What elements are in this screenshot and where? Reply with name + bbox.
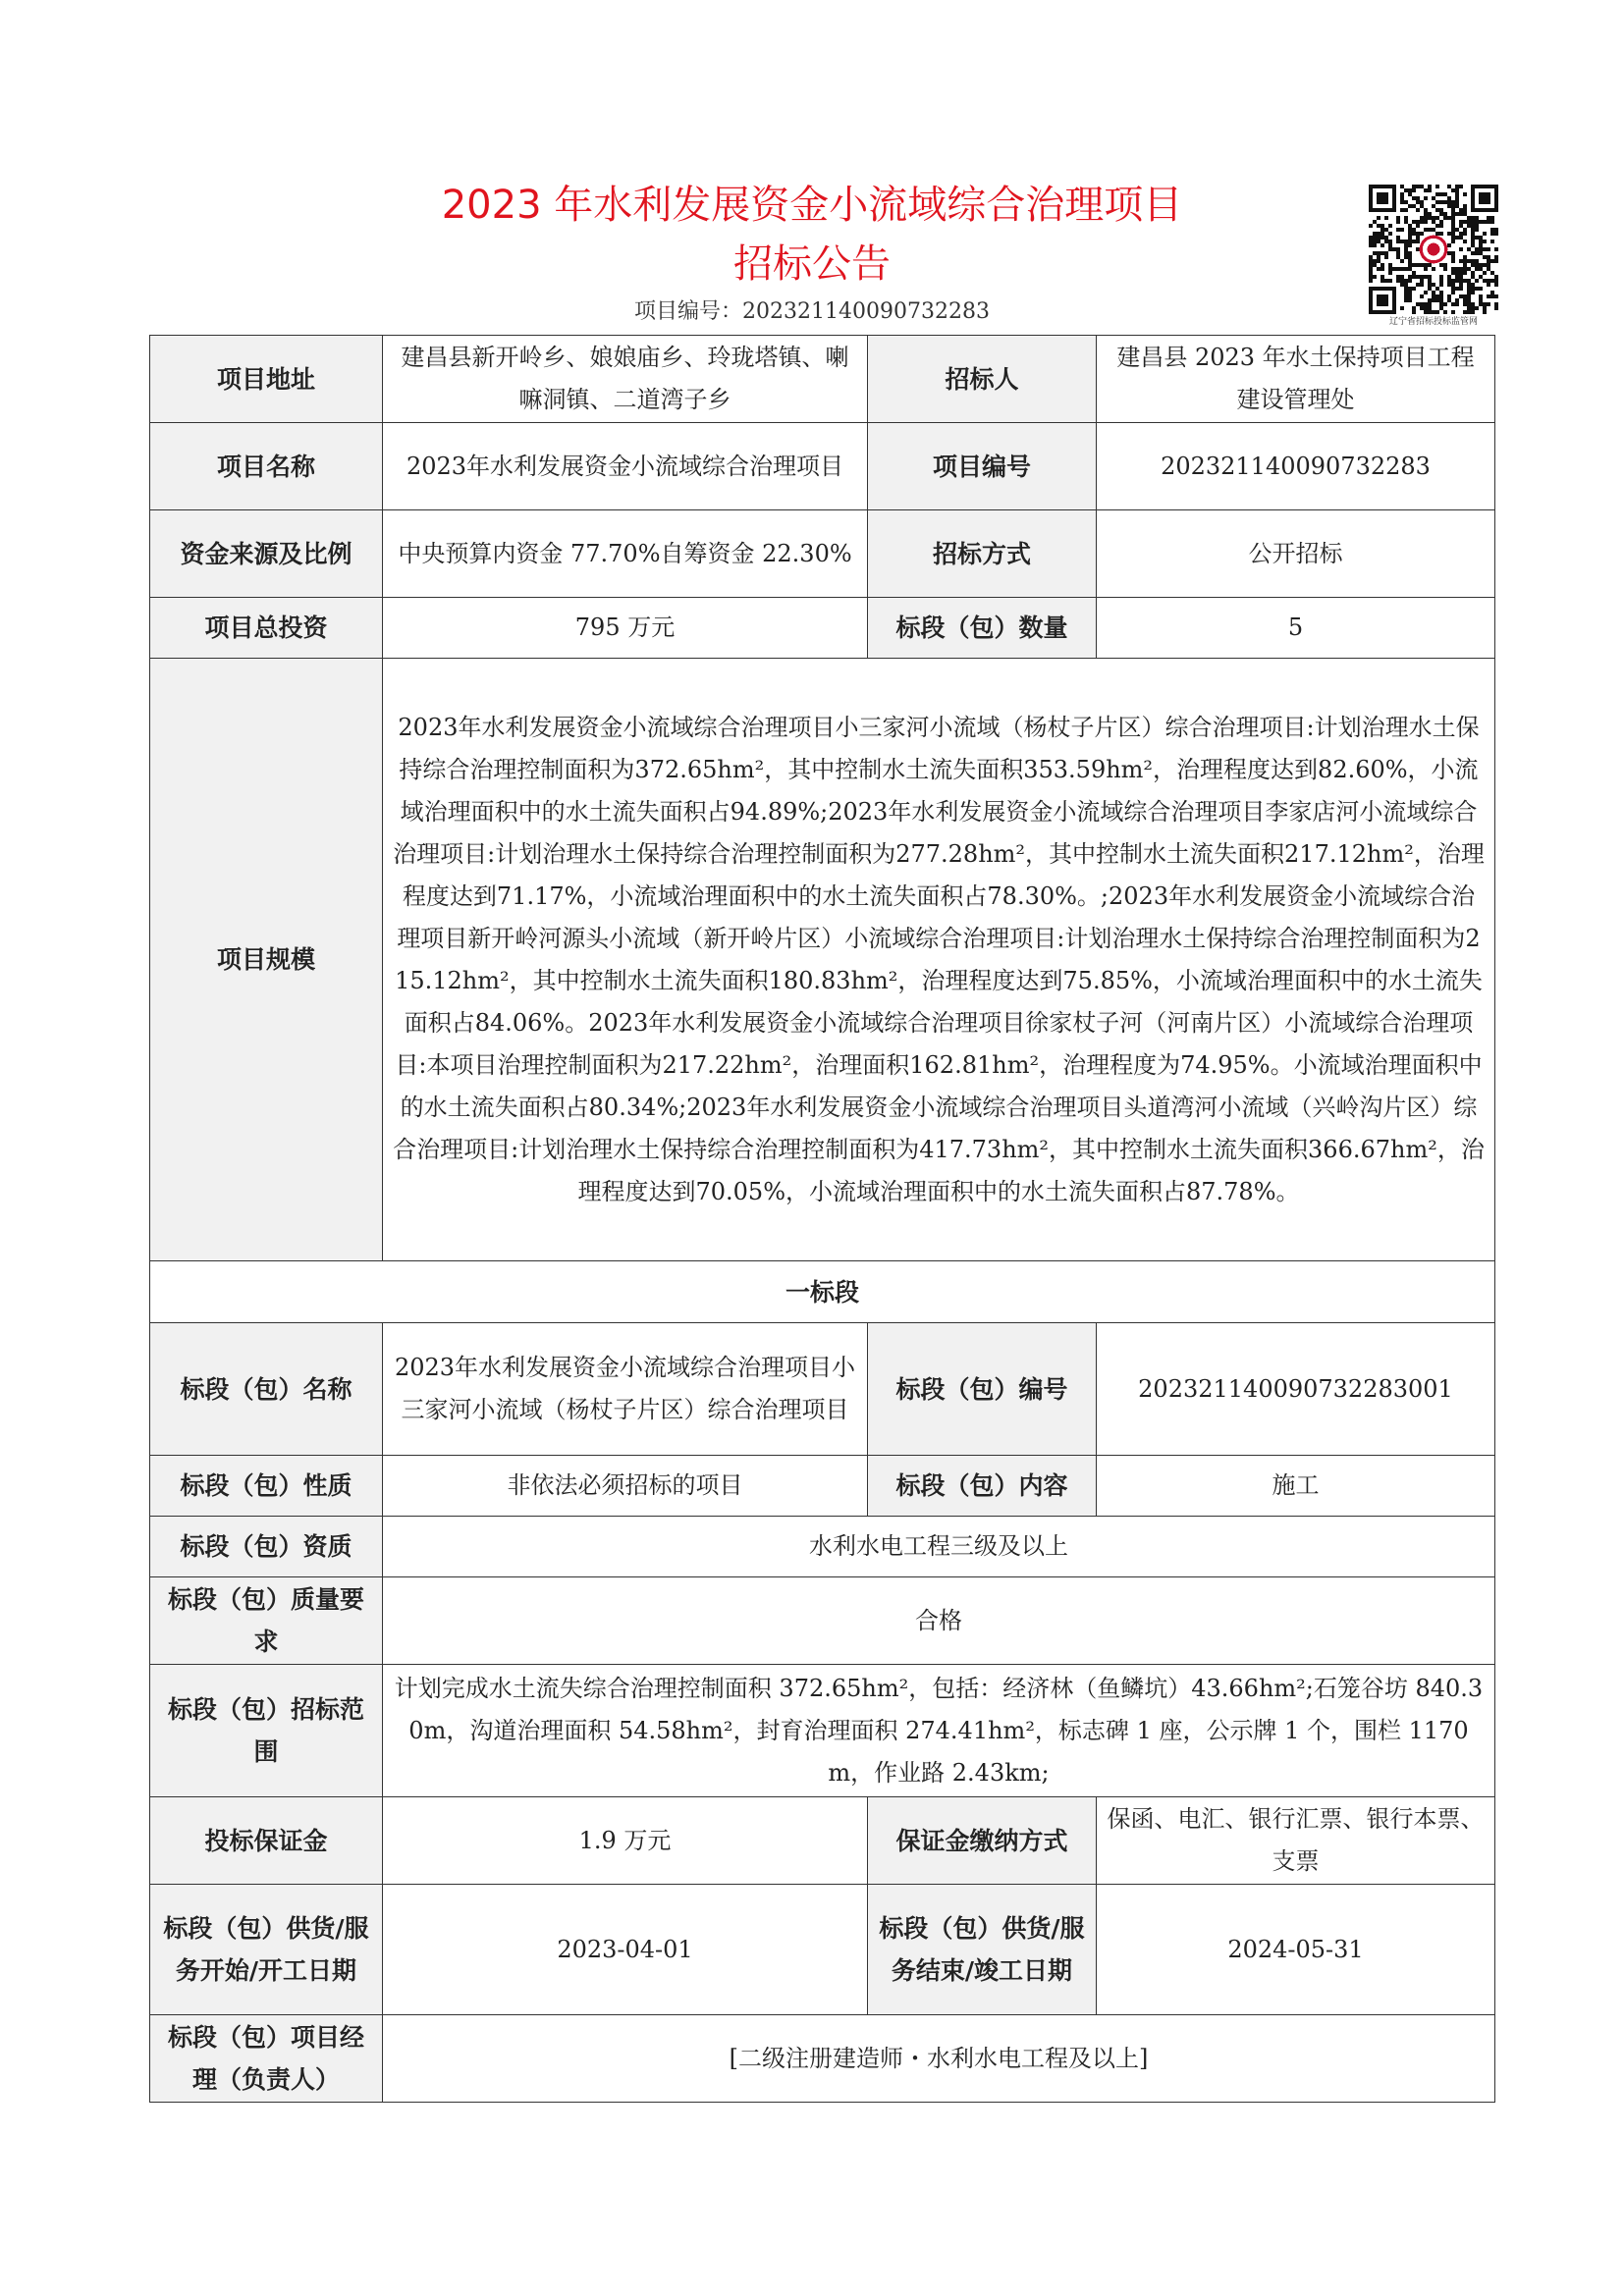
- lot-nature-value: 非依法必须招标的项目: [383, 1456, 868, 1517]
- tenderer-label: 招标人: [868, 336, 1097, 423]
- lot-number-label: 标段（包）编号: [868, 1323, 1097, 1456]
- table-row: [150, 1577, 1495, 1665]
- section-title: 一标段: [150, 1261, 1495, 1323]
- lot-count-value: 5: [1097, 598, 1495, 659]
- fund-source-label: 资金来源及比例: [150, 510, 383, 598]
- project-name-value: 2023年水利发展资金小流域综合治理项目: [383, 423, 868, 510]
- table-row: [150, 598, 1495, 659]
- table-row: [150, 1665, 1495, 1797]
- project-name-label: 项目名称: [150, 423, 383, 510]
- lot-name-value: 2023年水利发展资金小流域综合治理项目小三家河小流域（杨杖子片区）综合治理项目: [383, 1323, 868, 1456]
- table-row: [150, 2015, 1495, 2103]
- project-scale-label: 项目规模: [150, 659, 383, 1261]
- table-row: [150, 1885, 1495, 2015]
- project-manager-value: [二级注册建造师・水利水电工程及以上]: [383, 2015, 1495, 2103]
- lot-content-value: 施工: [1097, 1456, 1495, 1517]
- end-date-value: 2024-05-31: [1097, 1885, 1495, 2015]
- tender-method-label: 招标方式: [868, 510, 1097, 598]
- project-manager-label: 标段（包）项目经理（负责人）: [150, 2015, 383, 2103]
- table-row: [150, 423, 1495, 510]
- table-row: [150, 659, 1495, 1261]
- table-row: [150, 1797, 1495, 1885]
- table-row: [150, 510, 1495, 598]
- lot-quality-label: 标段（包）质量要求: [150, 1577, 383, 1665]
- total-investment-value: 795 万元: [383, 598, 868, 659]
- start-date-value: 2023-04-01: [383, 1885, 868, 2015]
- lot-name-label: 标段（包）名称: [150, 1323, 383, 1456]
- start-date-label: 标段（包）供货/服务开始/开工日期: [150, 1885, 383, 2015]
- table-row: [150, 1456, 1495, 1517]
- lot-count-label: 标段（包）数量: [868, 598, 1097, 659]
- lot-qualification-label: 标段（包）资质: [150, 1517, 383, 1577]
- tenderer-value: 建昌县 2023 年水土保持项目工程建设管理处: [1097, 336, 1495, 423]
- qr-caption: 辽宁省招标投标监管网: [1388, 317, 1478, 327]
- lot-scope-label: 标段（包）招标范围: [150, 1665, 383, 1797]
- fund-source-value: 中央预算内资金 77.70%自筹资金 22.30%: [383, 510, 868, 598]
- address-value: 建昌县新开岭乡、娘娘庙乡、玲珑塔镇、喇嘛洞镇、二道湾子乡: [383, 336, 868, 423]
- bond-payment-label: 保证金缴纳方式: [868, 1797, 1097, 1885]
- qr-code-icon: [1369, 185, 1498, 314]
- lot-qualification-value: 水利水电工程三级及以上: [383, 1517, 1495, 1577]
- lot-content-label: 标段（包）内容: [868, 1456, 1097, 1517]
- project-number-value: 202321140090732283: [1097, 423, 1495, 510]
- table-row: [150, 1323, 1495, 1456]
- project-number-line: 项目编号：202321140090732283: [634, 299, 990, 324]
- tender-info-table: [149, 335, 1495, 2103]
- lot-nature-label: 标段（包）性质: [150, 1456, 383, 1517]
- table-row: [150, 336, 1495, 423]
- lot-quality-value: 合格: [383, 1577, 1495, 1665]
- project-scale-value: 2023年水利发展资金小流域综合治理项目小三家河小流域（杨杖子片区）综合治理项目:计划治理水土保持综合治理控制面积为372.65hm²，其中控制水土流失面积353.59hm²，治理程度达到82.60%，小流域治理面积中的水土流失面积占94.89%;2023年水利发展资金小流域综合治理项目李家店河小流域综合治理项目:计划治理水土保持综合治理控制面积为277.28hm²，其中控制水土流失面积217.12hm²，治理程度达到71.17%，小流域治理面积中的水土流失面积占78.30%。;2023年水利发展资金小流域综合治理项目新开岭河源头小流域（新开岭片区）小流域综合治理项目:计划治理水土保持综合治理控制面积为215.12hm²，其中控制水土流失面积180.83hm²，治理程度达到75.85%，小流域治理面积中的水土流失面积占84.06%。2023年水利发展资金小流域综合治理项目徐家杖子河（河南片区）小流域综合治理项目:本项目治理控制面积为217.22hm²，治理面积162.81hm²，治理程度为74.95%。小流域治理面积中的水土流失面积占80.34%;2023年水利发展资金小流域综合治理项目头道湾河小流域（兴岭沟片区）综合治理项目:计划治理水土保持综合治理控制面积为417.73hm²，其中控制水土流失面积366.67hm²，治理程度达到70.05%，小流域治理面积中的水土流失面积占87.78%。: [383, 659, 1495, 1261]
- lot-scope-value: 计划完成水土流失综合治理控制面积 372.65hm²，包括：经济林（鱼鳞坑）43.66hm²;石笼谷坊 840.30m，沟道治理面积 54.58hm²，封育治理面积 274.41hm²，标志碑 1 座，公示牌 1 个，围栏 1170m，作业路 2.43km;: [383, 1665, 1495, 1797]
- address-label: 项目地址: [150, 336, 383, 423]
- bid-bond-value: 1.9 万元: [383, 1797, 868, 1885]
- notice-subtitle: 招标公告: [733, 241, 891, 287]
- total-investment-label: 项目总投资: [150, 598, 383, 659]
- bid-bond-label: 投标保证金: [150, 1797, 383, 1885]
- project-number-label: 项目编号: [868, 423, 1097, 510]
- end-date-label: 标段（包）供货/服务结束/竣工日期: [868, 1885, 1097, 2015]
- notice-title: 2023 年水利发展资金小流域综合治理项目: [441, 183, 1183, 228]
- lot-number-value: 202321140090732283001: [1097, 1323, 1495, 1456]
- bond-payment-value: 保函、电汇、银行汇票、银行本票、支票: [1097, 1797, 1495, 1885]
- table-row: [150, 1261, 1495, 1323]
- table-row: [150, 1517, 1495, 1577]
- tender-method-value: 公开招标: [1097, 510, 1495, 598]
